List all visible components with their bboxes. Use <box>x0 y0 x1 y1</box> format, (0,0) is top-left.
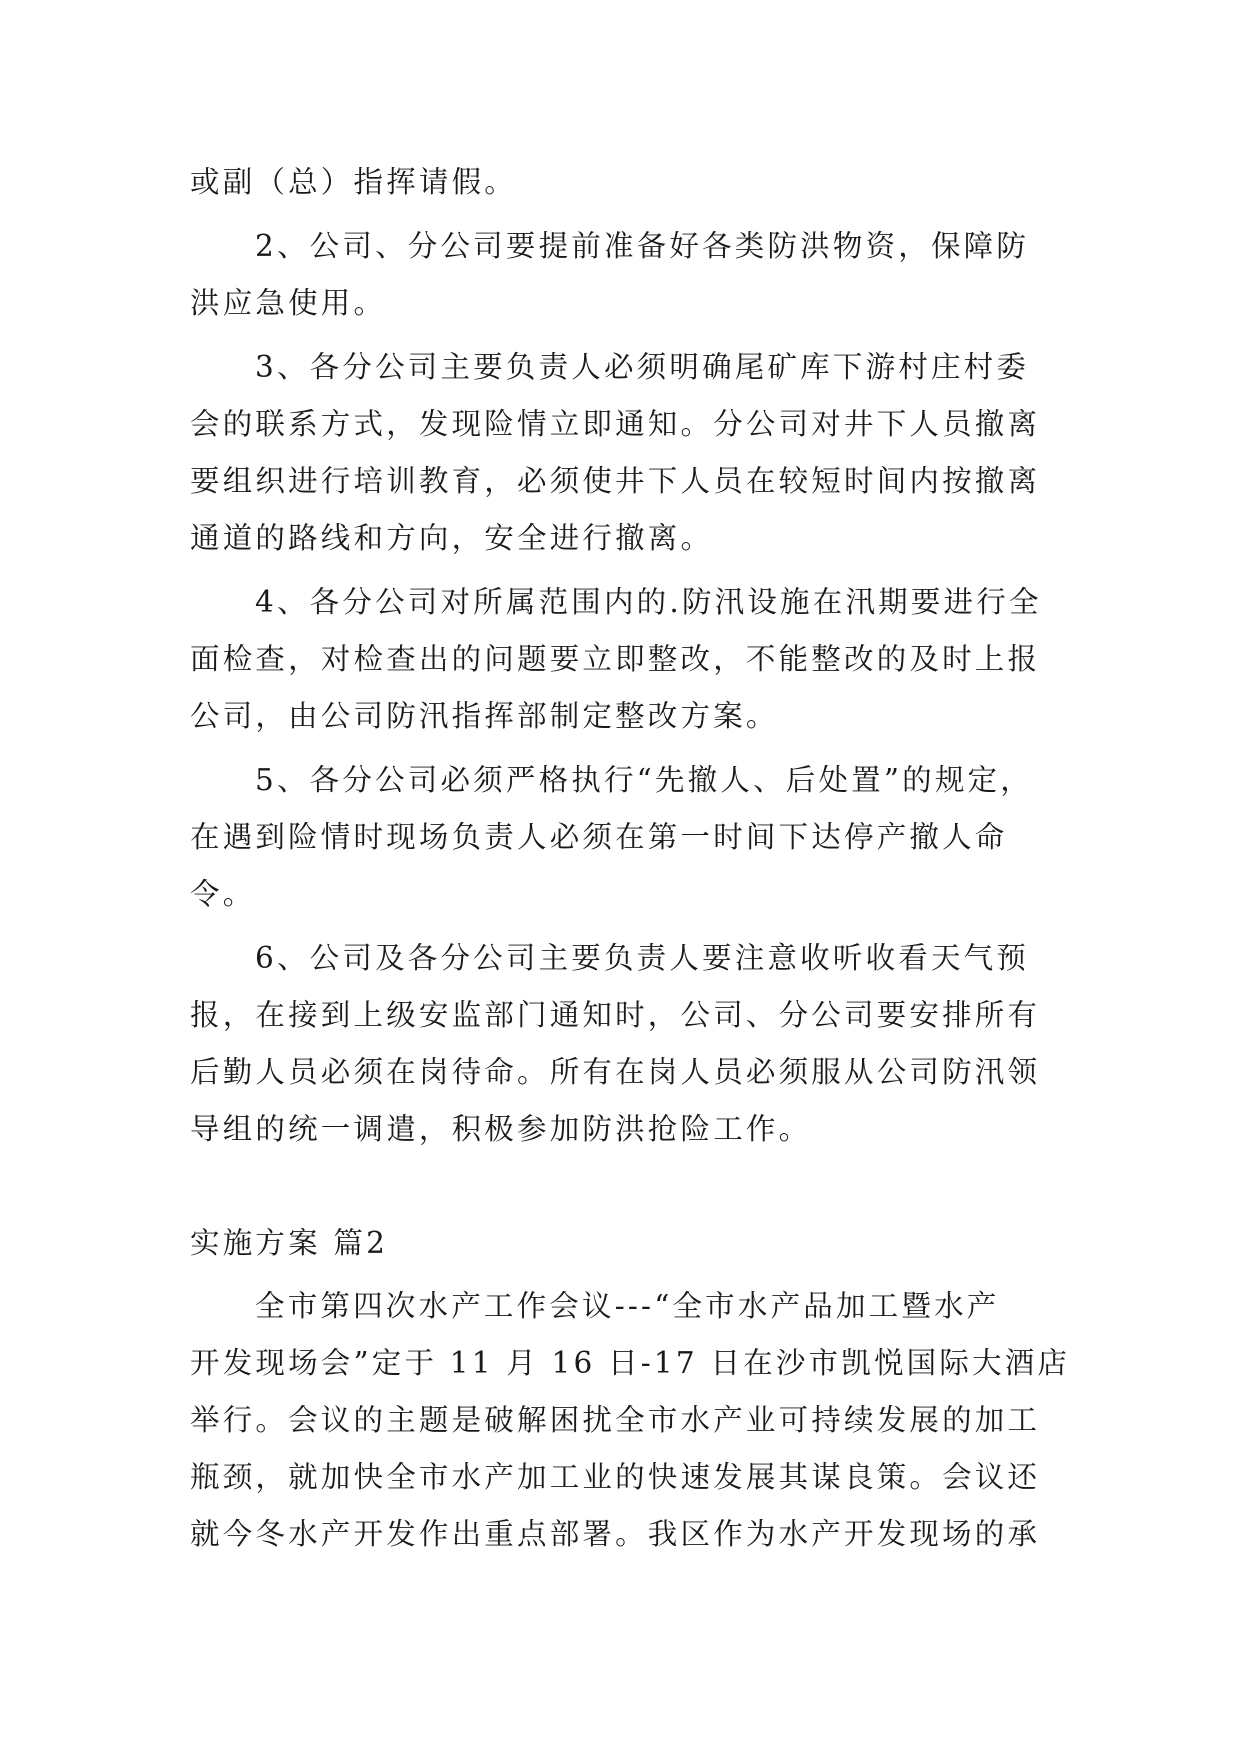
text-line: 或副（总）指挥请假。 <box>190 165 518 199</box>
text-line: 报，在接到上级安监部门通知时，公司、分公司要安排所有 <box>190 998 1041 1032</box>
text-line: 公司，由公司防汛指挥部制定整改方案。 <box>190 699 779 733</box>
text-line: 2、公司、分公司要提前准备好各类防洪物资，保障防 <box>255 229 1030 263</box>
section-heading: 实施方案 篇2 <box>190 1226 389 1260</box>
text-line: 4、各分公司对所属范围内的.防汛设施在汛期要进行全 <box>255 585 1042 619</box>
text-line: 5、各分公司必须严格执行“先撤人、后处置”的规定， <box>255 763 1033 797</box>
text-line: 会的联系方式，发现险情立即通知。分公司对井下人员撤离 <box>190 407 1041 441</box>
text-line: 令。 <box>190 877 256 911</box>
text-line: 洪应急使用。 <box>190 286 387 320</box>
text-line: 6、公司及各分公司主要负责人要注意收听收看天气预 <box>255 941 1030 975</box>
text-line: 导组的统一调遣，积极参加防洪抢险工作。 <box>190 1112 812 1146</box>
text-line: 瓶颈，就加快全市水产加工业的快速发展其谋良策。会议还 <box>190 1460 1041 1494</box>
text-line: 后勤人员必须在岗待命。所有在岗人员必须服从公司防汛领 <box>190 1055 1041 1089</box>
text-line: 3、各分公司主要负责人必须明确尾矿库下游村庄村委 <box>255 350 1030 384</box>
text-line: 举行。会议的主题是破解困扰全市水产业可持续发展的加工 <box>190 1403 1041 1437</box>
text-line: 全市第四次水产工作会议---“全市水产品加工暨水产 <box>255 1289 1000 1323</box>
text-line: 就今冬水产开发作出重点部署。我区作为水产开发现场的承 <box>190 1517 1041 1551</box>
text-line: 要组织进行培训教育，必须使井下人员在较短时间内按撤离 <box>190 464 1041 498</box>
text-line: 在遇到险情时现场负责人必须在第一时间下达停产撤人命 <box>190 820 1008 854</box>
text-line: 开发现场会”定于 11 月 16 日-17 日在沙市凯悦国际大酒店 <box>190 1346 1071 1380</box>
text-line: 通道的路线和方向，安全进行撤离。 <box>190 521 714 555</box>
text-line: 面检查，对检查出的问题要立即整改，不能整改的及时上报 <box>190 642 1041 676</box>
